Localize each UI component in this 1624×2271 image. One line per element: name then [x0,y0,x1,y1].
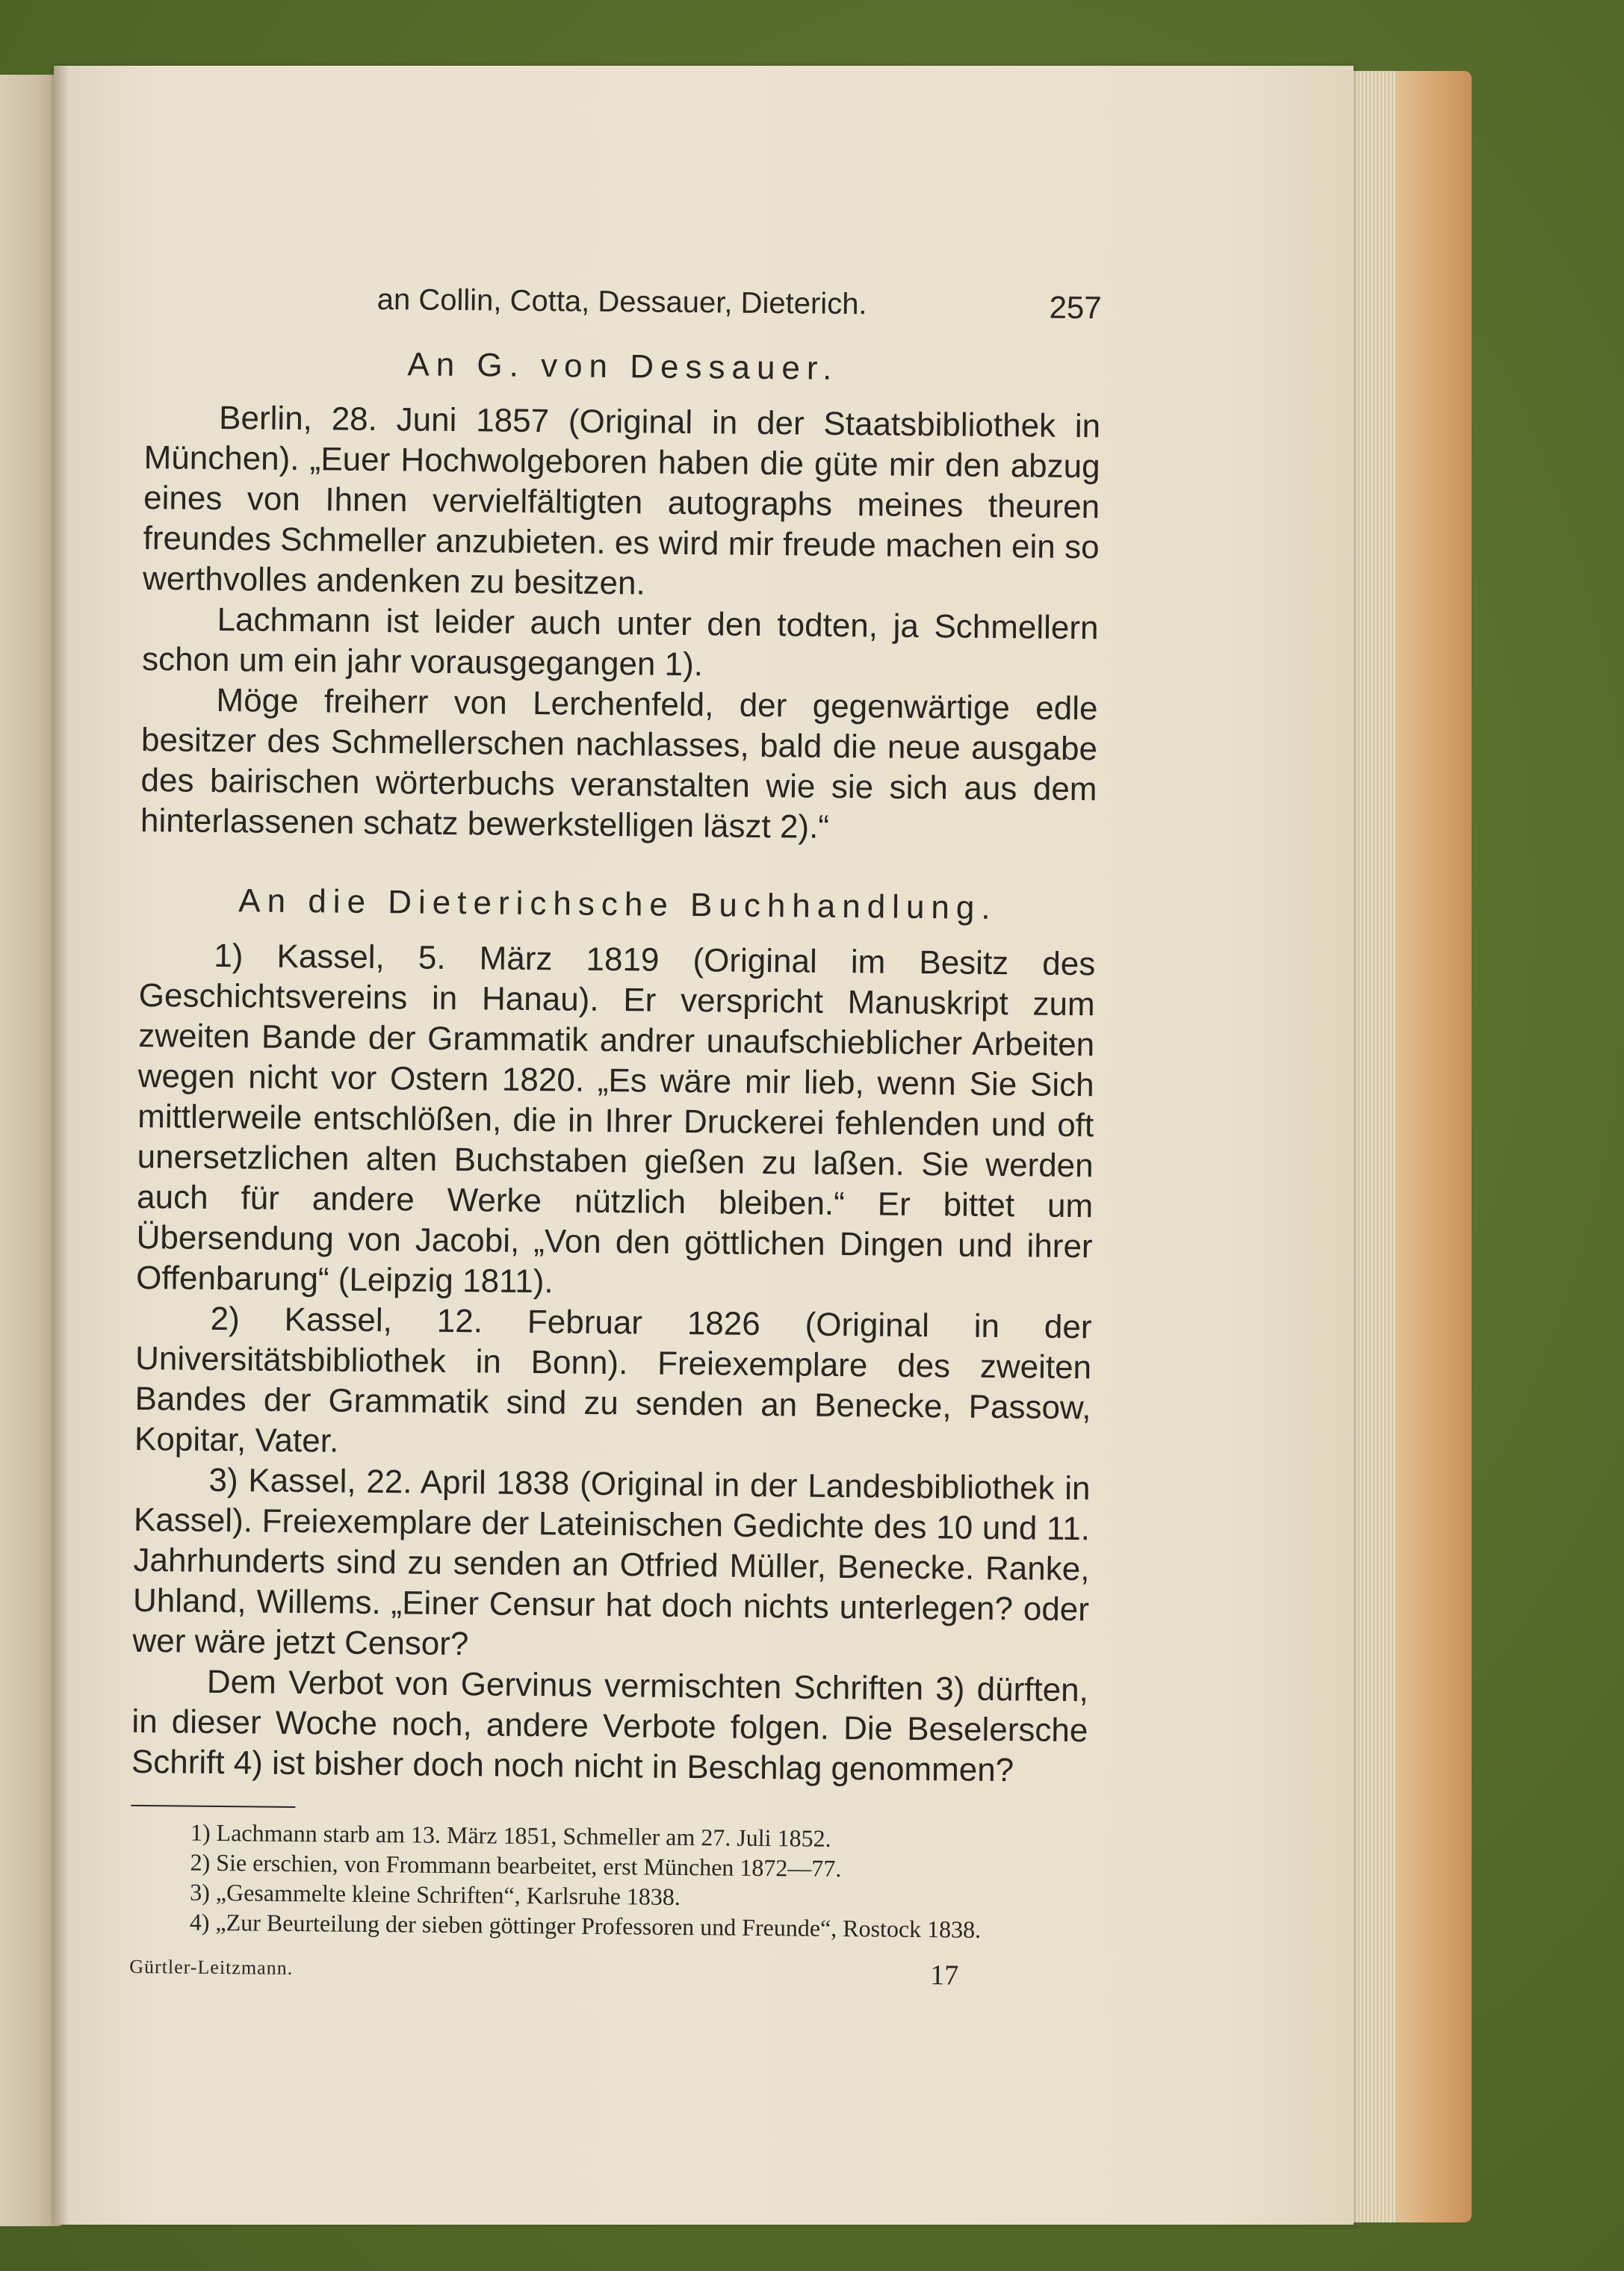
paragraph: 3) Kassel, 22. April 1838 (Original in der Landesbibliothek in Kassel). Freiexemplare der Lateinischen Gedichte des 10 und 11. Jahrhunderts sind zu senden an Otfried Müller, Benecke. Ranke, Uhland, Willems. „Einer Censur hat doch nichts unterlegen? oder wer wäre jetzt Censor? [132,1461,1091,1663]
footnote: 2) Sie erschien, von Frommann bearbeitet, erst München 1872—77. [190,1848,842,1883]
book-page-edges [1345,71,1472,2222]
section-heading-dieterich: An die Dieterichsche Buchhandlung. [238,882,997,926]
page-text-block [129,276,1102,2001]
page-number: 257 [1049,289,1102,326]
sheet-mark: 17 [930,1959,959,1992]
printer-signature: Gürtler-Leitzmann. [129,1955,294,1979]
page-gutter-shadow [54,66,69,2225]
footnote: 1) Lachmann starb am 13. März 1851, Schmeller am 27. Juli 1852. [190,1818,831,1852]
paragraph: 1) Kassel, 5. März 1819 (Original im Besitz des Geschichtsvereins in Hanau). Er verspricht Manuskript zum zweiten Bande der Grammatik andrer unaufschieblicher Arbeiten wegen nicht vor Ostern 1820. „Es wäre mir lieb, wenn Sie Sich mittlerweile entschlößen, die in Ihrer Druckerei fehlenden und oft unersetzlichen alten Buchstaben gießen zu laßen. Sie werden auch für andere Werke nützlich bleiben.“ Er bittet um Übersendung von Jacobi, „Von den göttlichen Dingen und ihrer Offenbarung“ (Leipzig 1811). [135,937,1096,1301]
paragraph: Lachmann ist leider auch unter den todten, ja Schmellern schon um ein jahr vorausgegangen 1). [141,601,1099,684]
footnote: 4) „Zur Beurteilung der sieben göttinger Professoren und Freunde“, Rostock 1838. [189,1908,982,1943]
footnote: 3) „Gesammelte kleine Schriften“, Karlsruhe 1838. [190,1878,681,1910]
paragraph: Dem Verbot von Gervinus vermischten Schriften 3) dürften, in dieser Woche noch, andere Verbote folgen. Die Beselersche Schrift 4) ist bisher doch noch nicht in Beschlag genommen? [131,1663,1089,1789]
running-head-title: an Collin, Cotta, Dessauer, Dieterich. [376,282,867,321]
paragraph: Berlin, 28. Juni 1857 (Original in der Staatsbibliothek in München). „Euer Hochwolgeboren haben die güte mir den abzug eines von Ihnen vervielfältigten autographs meines theuren freundes Schmeller anzubieten. es wird mir freude machen ein so werthvolles andenken zu besitzen. [142,399,1101,602]
paragraph: Möge freiherr von Lerchenfeld, der gegenwärtige edle besitzer des Schmellerschen nachlasses, bald die neue ausgabe des bairischen wörterbuchs veranstalten wie sie sich aus dem hinterlassenen schatz bewerkstelligen läszt 2).“ [140,681,1098,846]
section-heading-dessauer: An G. von Dessauer. [407,346,839,387]
paragraph: 2) Kassel, 12. Februar 1826 (Original in der Universitätsbibliothek in Bonn). Freiexemplare des zweiten Bandes der Grammatik sind zu senden an Benecke, Passow, Kopitar, Vater. [134,1300,1092,1460]
running-head [145,276,1102,338]
page-footer [129,1947,1086,2001]
facing-page-edge [0,75,61,2226]
footnote-rule [131,1805,295,1808]
